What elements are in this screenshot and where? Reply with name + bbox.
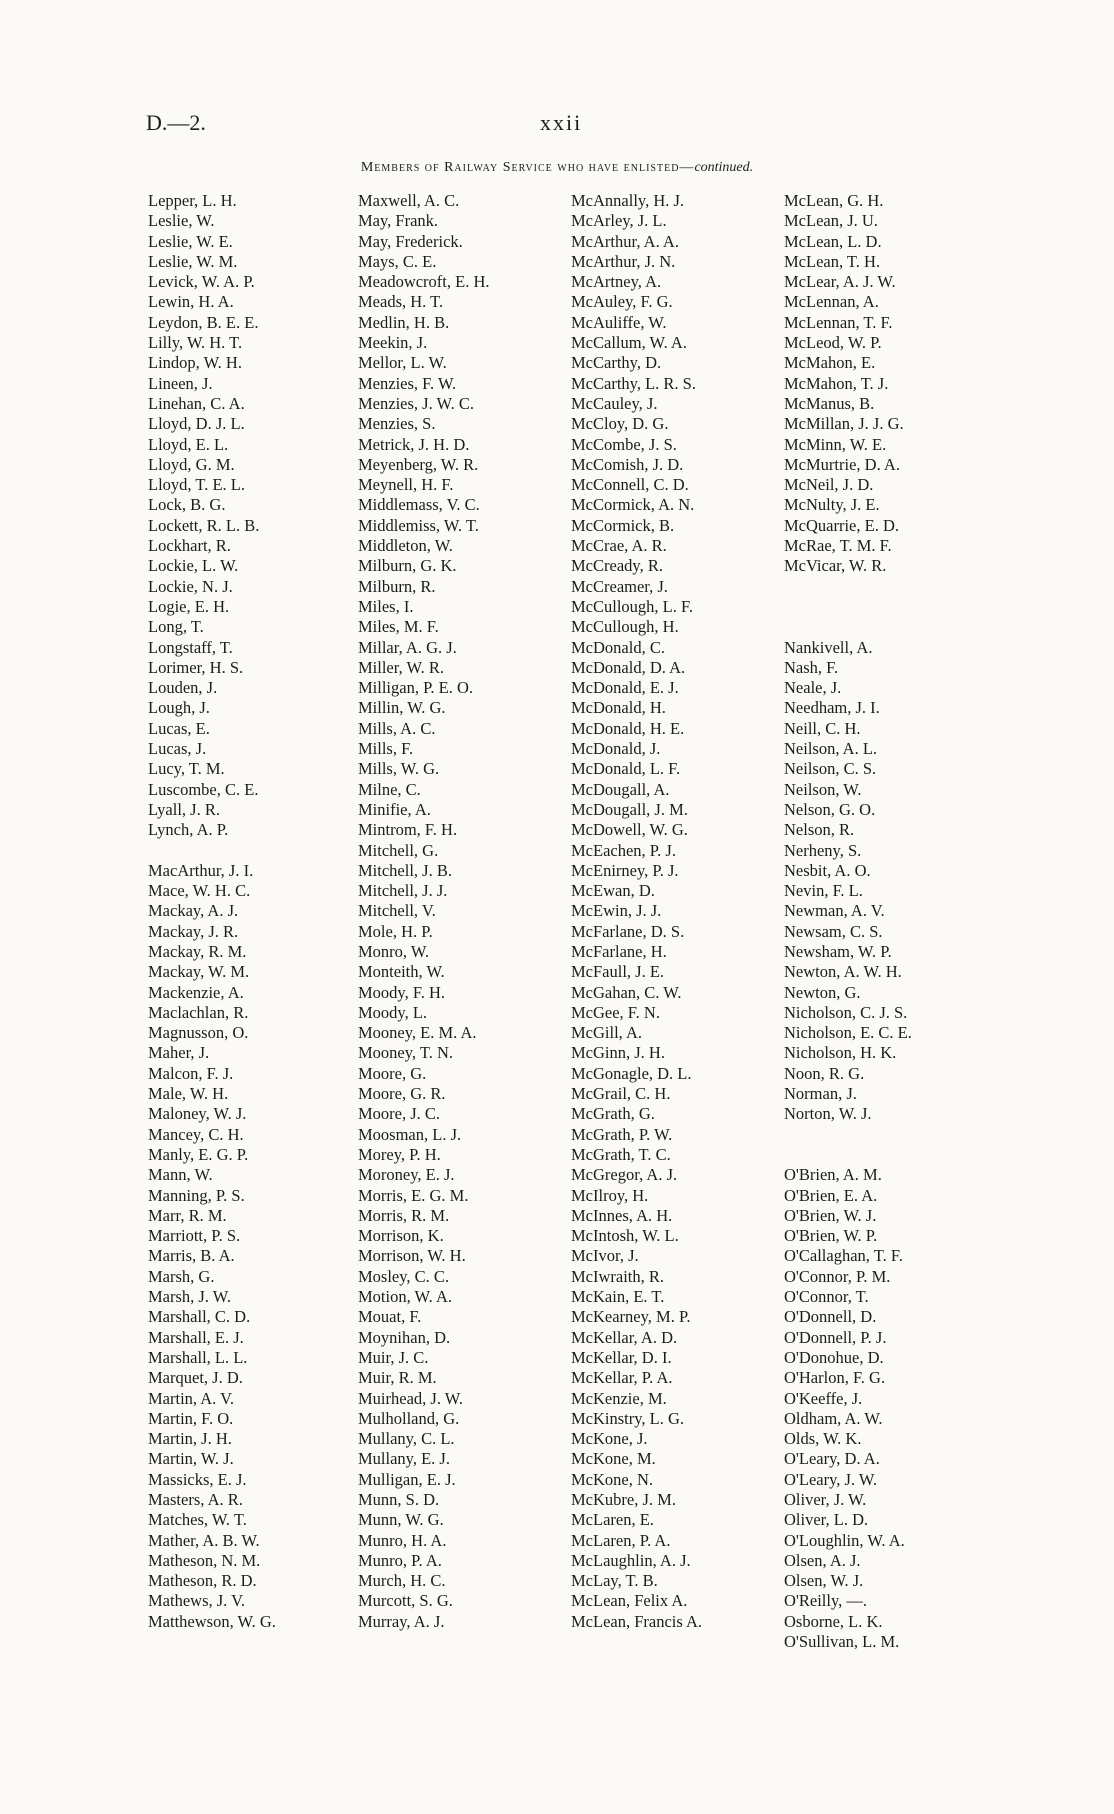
member-name: Noon, R. G. [784, 1063, 865, 1083]
title-main: Members of Railway Service who have enlisted— [360, 160, 695, 175]
member-name: Nicholson, C. J. S. [784, 1002, 908, 1022]
member-name: McNeil, J. D. [784, 475, 874, 495]
member-name: Mellor, L. W. [358, 353, 447, 373]
member-name: McDonald, E. J. [571, 678, 679, 698]
member-name: Marsh, G. [148, 1266, 215, 1286]
member-name: Mackay, J. R. [148, 921, 239, 941]
member-name: Mann, W. [148, 1165, 213, 1185]
member-name: Mooney, T. N. [358, 1043, 454, 1063]
member-name: Meadowcroft, E. H. [358, 272, 490, 292]
member-name: McEwan, D. [571, 881, 655, 901]
member-name: Morrison, K. [358, 1226, 444, 1246]
member-name: McCauley, J. [571, 393, 658, 413]
member-name: Martin, J. H. [148, 1429, 232, 1449]
member-name: Matthewson, W. G. [148, 1611, 276, 1631]
member-name: Neilson, A. L. [784, 739, 878, 759]
member-name: McCullough, L. F. [571, 596, 693, 616]
member-name: Murch, H. C. [358, 1571, 446, 1591]
member-name: Moroney, E. J. [358, 1165, 455, 1185]
member-name: Logie, E. H. [148, 596, 230, 616]
member-name: Lilly, W. H. T. [148, 333, 243, 353]
member-name: O'Leary, J. W. [784, 1469, 878, 1489]
member-name: McQuarrie, E. D. [784, 515, 900, 535]
member-name: Munro, P. A. [358, 1550, 442, 1570]
member-name: Matches, W. T. [148, 1510, 247, 1530]
member-name: Mills, F. [358, 739, 414, 759]
member-name: Mace, W. H. C. [148, 881, 251, 901]
member-name: Muirhead, J. W. [358, 1388, 463, 1408]
member-name: Marsh, J. W. [148, 1287, 231, 1307]
member-name: Marshall, C. D. [148, 1307, 251, 1327]
member-name: McDowell, W. G. [571, 820, 688, 840]
member-name: Martin, F. O. [148, 1408, 234, 1428]
name-column-2 [358, 191, 490, 1632]
member-name: Nicholson, H. K. [784, 1043, 897, 1063]
member-name: McVicar, W. R. [784, 556, 887, 576]
member-name: Moody, L. [358, 1002, 428, 1022]
member-name: Middlemiss, W. T. [358, 515, 479, 535]
member-name: Mackay, W. M. [148, 962, 250, 982]
member-name: Needham, J. I. [784, 698, 880, 718]
member-name: Nankivell, A. [784, 637, 873, 657]
member-name: O'Harlon, F. G. [784, 1368, 886, 1388]
member-name: Leslie, W. [148, 211, 215, 231]
member-name: McLaren, P. A. [571, 1530, 671, 1550]
member-name: McConnell, C. D. [571, 475, 689, 495]
member-name: O'Donnell, P. J. [784, 1327, 887, 1347]
member-name: McDonald, J. [571, 739, 661, 759]
member-name: Nash, F. [784, 657, 839, 677]
member-name: Monteith, W. [358, 962, 445, 982]
member-name: McLennan, A. [784, 292, 879, 312]
member-name: O'Connor, P. M. [784, 1266, 891, 1286]
member-name: Mackay, R. M. [148, 941, 247, 961]
member-name: McFarlane, D. S. [571, 921, 685, 941]
page-title [0, 160, 1114, 176]
member-name: McKubre, J. M. [571, 1490, 676, 1509]
member-name: McAuley, F. G. [571, 292, 673, 312]
member-name: Massicks, E. J. [148, 1469, 247, 1489]
member-name: Newton, A. W. H. [784, 962, 902, 982]
member-name: Lynch, A. P. [148, 820, 229, 840]
member-name: McRae, T. M. F. [784, 536, 892, 556]
member-name: Manning, P. S. [148, 1185, 245, 1205]
member-name: McGrail, C. H. [571, 1084, 671, 1104]
member-name: Munro, H. A. [358, 1530, 447, 1550]
member-name: Moynihan, D. [358, 1327, 451, 1347]
member-name: McCullough, H. [571, 617, 679, 637]
member-name: McKenzie, M. [571, 1388, 667, 1408]
member-name: Moore, J. C. [358, 1104, 441, 1124]
member-name: McLay, T. B. [571, 1571, 658, 1591]
member-name: Mitchell, V. [358, 901, 436, 921]
member-name: Mathews, J. V. [148, 1591, 246, 1611]
member-name: Medlin, H. B. [358, 312, 450, 332]
member-name: McDonald, D. A. [571, 657, 686, 677]
member-name: O'Brien, E. A. [784, 1185, 878, 1205]
member-name: Moore, G. [358, 1063, 427, 1083]
member-name: Mosley, C. C. [358, 1266, 450, 1286]
member-name: Nerheny, S. [784, 840, 862, 860]
member-name: Millin, W. G. [358, 698, 446, 718]
member-name: McArley, J. L. [571, 211, 667, 231]
member-name: Mather, A. B. W. [148, 1530, 260, 1550]
member-name: Masters, A. R. [148, 1490, 243, 1509]
member-name: Motion, W. A. [358, 1287, 452, 1307]
member-name: McGrath, P. W. [571, 1124, 673, 1144]
member-name: McNulty, J. E. [784, 495, 880, 515]
member-name: Morris, R. M. [358, 1205, 450, 1225]
member-name: Marquet, J. D. [148, 1368, 243, 1388]
member-name: Mays, C. E. [358, 251, 437, 271]
member-name: Norman, J. [784, 1084, 857, 1104]
member-name: Newton, G. [784, 982, 861, 1002]
member-name: McGonagle, D. L. [571, 1063, 692, 1083]
section-gap [784, 617, 912, 637]
member-name: McEnirney, P. J. [571, 860, 679, 880]
member-name: Nesbit, A. O. [784, 860, 871, 880]
name-column-3 [571, 191, 702, 1632]
member-name: Malcon, F. J. [148, 1063, 234, 1083]
member-name: McMillan, J. J. G. [784, 414, 904, 434]
member-name: O'Brien, W. J. [784, 1205, 877, 1225]
section-gap [784, 577, 912, 597]
member-name: Meynell, H. F. [358, 475, 454, 495]
member-name: May, Frederick. [358, 231, 463, 251]
member-name: Metrick, J. H. D. [358, 434, 470, 454]
member-name: Miller, W. R. [358, 657, 444, 677]
member-name: Newsham, W. P. [784, 941, 892, 961]
member-name: Mole, H. P. [358, 921, 433, 941]
member-name: Neale, J. [784, 678, 842, 698]
member-name: McCarthy, L. R. S. [571, 373, 696, 393]
member-name: McDonald, H. E. [571, 718, 685, 738]
member-name: McDonald, H. [571, 698, 666, 718]
member-name: O'Reilly, —. [784, 1591, 868, 1611]
member-name: Muir, R. M. [358, 1368, 437, 1388]
member-name: Mackenzie, A. [148, 982, 244, 1002]
member-name: Mitchell, G. [358, 840, 439, 860]
title-continued: continued. [694, 160, 754, 175]
member-name: Mulligan, E. J. [358, 1469, 456, 1489]
member-name: McAuliffe, W. [571, 312, 667, 332]
member-name: McArthur, J. N. [571, 251, 676, 271]
member-name: McLean, T. H. [784, 251, 881, 271]
member-name: McCrae, A. R. [571, 536, 667, 556]
member-name: Mancey, C. H. [148, 1124, 244, 1144]
member-name: Murray, A. J. [358, 1611, 445, 1631]
member-name: Maclachlan, R. [148, 1002, 249, 1022]
member-name: McDonald, C. [571, 637, 665, 657]
member-name: McLean, G. H. [784, 191, 884, 210]
member-name: McGinn, J. H. [571, 1043, 665, 1063]
member-name: Meyenberg, W. R. [358, 454, 479, 474]
member-name: McIvor, J. [571, 1246, 639, 1266]
member-name: McCombe, J. S. [571, 434, 677, 454]
member-name: Olds, W. K. [784, 1429, 862, 1449]
member-name: McEwin, J. J. [571, 901, 662, 921]
page-reference: D.—2. [146, 110, 206, 135]
member-name: McFaull, J. E. [571, 962, 665, 982]
member-name: Mitchell, J. B. [358, 860, 452, 880]
member-name: Louden, J. [148, 678, 218, 698]
member-name: Moore, G. R. [358, 1084, 446, 1104]
member-name: Linehan, C. A. [148, 393, 245, 413]
member-name: Marr, R. M. [148, 1205, 227, 1225]
member-name: Moody, F. H. [358, 982, 445, 1002]
member-name: McDougall, J. M. [571, 799, 688, 819]
member-name: McKearney, M. P. [571, 1307, 691, 1327]
member-name: Olsen, W. J. [784, 1571, 864, 1591]
member-name: O'Loughlin, W. A. [784, 1530, 905, 1550]
page-number: xxii [540, 110, 583, 135]
member-name: McKone, N. [571, 1469, 654, 1489]
member-name: O'Sullivan, L. M. [784, 1632, 900, 1652]
member-name: McLaughlin, A. J. [571, 1550, 691, 1570]
member-name: Lloyd, T. E. L. [148, 475, 246, 495]
member-name: Martin, W. J. [148, 1449, 234, 1469]
member-name: Minifie, A. [358, 799, 431, 819]
member-name: Lucas, E. [148, 718, 210, 738]
member-name: McKellar, A. D. [571, 1327, 678, 1347]
member-name: Lloyd, D. J. L. [148, 414, 245, 434]
member-name: Lucy, T. M. [148, 759, 225, 779]
member-name: McCloy, D. G. [571, 414, 669, 434]
section-gap [784, 597, 912, 617]
member-name: Mooney, E. M. A. [358, 1023, 477, 1043]
member-name: McMinn, W. E. [784, 434, 887, 454]
member-name: McLaren, E. [571, 1510, 654, 1530]
member-name: Lockett, R. L. B. [148, 515, 260, 535]
member-name: McLear, A. J. W. [784, 272, 896, 292]
member-name: McCarthy, D. [571, 353, 662, 373]
member-name: Morrison, W. H. [358, 1246, 466, 1266]
member-name: Lindop, W. H. [148, 353, 242, 373]
member-name: Manly, E. G. P. [148, 1144, 249, 1164]
member-name: Nevin, F. L. [784, 881, 863, 901]
member-name: Leydon, B. E. E. [148, 312, 259, 332]
member-name: Meads, H. T. [358, 292, 444, 312]
member-name: Male, W. H. [148, 1084, 229, 1104]
member-name: McManus, B. [784, 393, 875, 413]
member-name: Long, T. [148, 617, 204, 637]
member-name: Lloyd, E. L. [148, 434, 229, 454]
member-name: McArtney, A. [571, 272, 662, 292]
member-name: Maxwell, A. C. [358, 191, 460, 210]
name-column-1 [148, 191, 276, 1632]
member-name: Mouat, F. [358, 1307, 422, 1327]
member-name: McMurtrie, D. A. [784, 454, 900, 474]
member-name: Mullany, E. J. [358, 1449, 450, 1469]
member-name: MacArthur, J. I. [148, 860, 254, 880]
member-name: Mitchell, J. J. [358, 881, 448, 901]
member-name: Newman, A. V. [784, 901, 885, 921]
member-name: O'Leary, D. A. [784, 1449, 880, 1469]
member-name: Nelson, R. [784, 820, 855, 840]
member-name: Milburn, R. [358, 576, 436, 596]
member-name: Lorimer, H. S. [148, 657, 244, 677]
member-name: Mackay, A. J. [148, 901, 239, 921]
member-name: McLean, J. U. [784, 211, 878, 231]
member-name: Oldham, A. W. [784, 1408, 883, 1428]
member-name: Mulholland, G. [358, 1408, 460, 1428]
member-name: McInnes, A. H. [571, 1205, 673, 1225]
member-name: McAnnally, H. J. [571, 191, 685, 210]
member-name: O'Donohue, D. [784, 1347, 884, 1367]
member-name: Muir, J. C. [358, 1347, 429, 1367]
member-name: Osborne, L. K. [784, 1611, 883, 1631]
member-name: Leslie, W. E. [148, 231, 233, 251]
member-name: Milligan, P. E. O. [358, 678, 474, 698]
member-name: McKinstry, L. G. [571, 1408, 685, 1428]
member-name: Lough, J. [148, 698, 210, 718]
member-name: Luscombe, C. E. [148, 779, 259, 799]
member-name: Menzies, J. W. C. [358, 393, 474, 413]
member-name: McComish, J. D. [571, 454, 684, 474]
member-name: Mills, A. C. [358, 718, 436, 738]
member-name: McIwraith, R. [571, 1266, 665, 1286]
member-name: Morris, E. G. M. [358, 1185, 469, 1205]
member-name: Levick, W. A. P. [148, 272, 255, 292]
name-column-4 [784, 191, 912, 1652]
member-name: Lineen, J. [148, 373, 213, 393]
member-name: Olsen, A. J. [784, 1550, 861, 1570]
member-name: O'Keeffe, J. [784, 1388, 863, 1408]
member-name: Neilson, W. [784, 779, 862, 799]
member-name: McGill, A. [571, 1023, 643, 1043]
member-name: McDonald, L. F. [571, 759, 681, 779]
member-name: McGee, F. N. [571, 1002, 660, 1022]
member-name: Lucas, J. [148, 739, 207, 759]
member-name: McIlroy, H. [571, 1185, 649, 1205]
member-name: Meekin, J. [358, 333, 428, 353]
member-name: Nicholson, E. C. E. [784, 1023, 912, 1043]
member-name: O'Brien, W. P. [784, 1226, 878, 1246]
member-name: Millar, A. G. J. [358, 637, 457, 657]
member-name: Lyall, J. R. [148, 799, 220, 819]
member-name: McLean, Francis A. [571, 1611, 703, 1631]
member-name: Leslie, W. M. [148, 251, 238, 271]
member-name: McGregor, A. J. [571, 1165, 678, 1185]
member-name: McKone, J. [571, 1429, 648, 1449]
member-name: Longstaff, T. [148, 637, 233, 657]
member-name: O'Donnell, D. [784, 1307, 877, 1327]
member-name: Maher, J. [148, 1043, 210, 1063]
member-name: Magnusson, O. [148, 1023, 249, 1043]
member-name: McGrath, G. [571, 1104, 655, 1124]
member-name: McIntosh, W. L. [571, 1226, 679, 1246]
member-name: McCready, R. [571, 556, 663, 576]
member-name: McLeod, W. P. [784, 333, 882, 353]
member-name: Munn, W. G. [358, 1510, 444, 1530]
member-name: Marshall, E. J. [148, 1327, 244, 1347]
member-name: Neill, C. H. [784, 718, 861, 738]
member-name: Newsam, C. S. [784, 921, 883, 941]
member-name: Martin, A. V. [148, 1388, 235, 1408]
member-name: McCormick, A. N. [571, 495, 695, 515]
member-name: Matheson, R. D. [148, 1571, 257, 1591]
member-name: Murcott, S. G. [358, 1591, 453, 1611]
member-name: McCreamer, J. [571, 576, 668, 596]
member-name: Menzies, F. W. [358, 373, 457, 393]
member-name: McLennan, T. F. [784, 312, 893, 332]
member-name: Munn, S. D. [358, 1490, 440, 1509]
member-name: McLean, L. D. [784, 231, 882, 251]
member-name: Maloney, W. J. [148, 1104, 247, 1124]
member-name: Lock, B. G. [148, 495, 226, 515]
member-name: Miles, M. F. [358, 617, 439, 637]
section-gap [784, 1125, 912, 1145]
member-name: McEachen, P. J. [571, 840, 676, 860]
member-name: McGrath, T. C. [571, 1144, 671, 1164]
member-name: Menzies, S. [358, 414, 436, 434]
member-name: Moosman, L. J. [358, 1124, 462, 1144]
member-name: Lockie, N. J. [148, 576, 233, 596]
member-name: Lockhart, R. [148, 536, 231, 556]
member-name: Middleton, W. [358, 536, 453, 556]
member-name: Morey, P. H. [358, 1144, 441, 1164]
member-name: Oliver, J. W. [784, 1490, 867, 1509]
member-name: Norton, W. J. [784, 1104, 872, 1124]
member-name: Lloyd, G. M. [148, 454, 235, 474]
member-name: McKone, M. [571, 1449, 656, 1469]
member-name: Marshall, L. L. [148, 1347, 248, 1367]
member-name: Miles, I. [358, 596, 414, 616]
member-name: Marriott, P. S. [148, 1226, 241, 1246]
member-name: O'Callaghan, T. F. [784, 1246, 903, 1266]
member-name: Matheson, N. M. [148, 1550, 261, 1570]
member-name: McCallum, W. A. [571, 333, 687, 353]
member-name: Neilson, C. S. [784, 759, 877, 779]
member-name: McCormick, B. [571, 515, 675, 535]
member-name: Oliver, L. D. [784, 1510, 869, 1530]
member-name: McDougall, A. [571, 779, 670, 799]
member-name: McKellar, P. A. [571, 1368, 673, 1388]
member-name: Marris, B. A. [148, 1246, 235, 1266]
member-name: Mills, W. G. [358, 759, 440, 779]
member-name: McFarlane, H. [571, 941, 667, 961]
member-name: O'Connor, T. [784, 1287, 869, 1307]
member-name: Milne, C. [358, 779, 421, 799]
member-name: Lockie, L. W. [148, 556, 239, 576]
member-name: Mullany, C. L. [358, 1429, 455, 1449]
member-name: Lepper, L. H. [148, 191, 237, 210]
section-gap [784, 1145, 912, 1165]
member-name: McMahon, E. [784, 353, 876, 373]
member-name: McMahon, T. J. [784, 373, 889, 393]
member-name: McKellar, D. I. [571, 1347, 672, 1367]
member-name: Monro, W. [358, 941, 430, 961]
member-name: Lewin, H. A. [148, 292, 234, 312]
member-name: McLean, Felix A. [571, 1591, 688, 1611]
member-name: McGahan, C. W. [571, 982, 682, 1002]
member-name: O'Brien, A. M. [784, 1165, 882, 1185]
member-name: Middlemass, V. C. [358, 495, 480, 515]
member-name: Nelson, G. O. [784, 799, 876, 819]
member-name: McArthur, A. A. [571, 231, 679, 251]
member-name: Mintrom, F. H. [358, 820, 458, 840]
member-name: May, Frank. [358, 211, 439, 231]
member-name: McKain, E. T. [571, 1287, 665, 1307]
member-name: Milburn, G. K. [358, 556, 457, 576]
section-gap [148, 841, 276, 861]
